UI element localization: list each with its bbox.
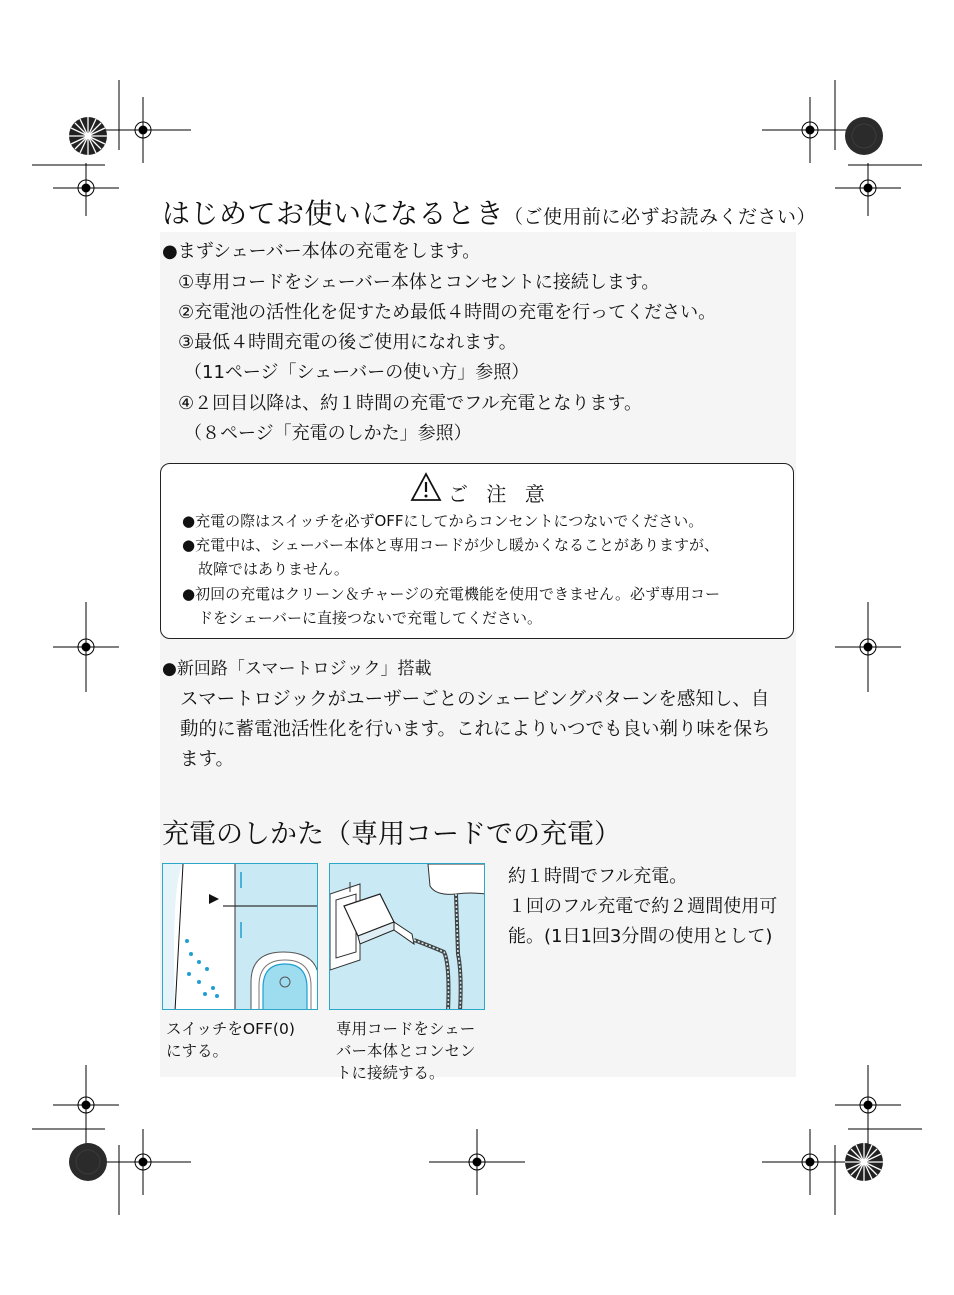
section-charging-title: 充電のしかた（専用コードでの充電） [162, 819, 621, 850]
figure2-caption-2: バー本体とコンセン [336, 1042, 476, 1060]
warning-triangle-icon [410, 472, 442, 502]
caution-line-1: ●充電の際はスイッチを必ずOFFにしてからコンセントにつないでください。 [182, 512, 704, 530]
cord-connection-illustration [330, 864, 485, 1010]
step-3-ref: （11ページ「シェーバーの使い方」参照） [184, 362, 530, 383]
caution-line-2b: 故障ではありません。 [198, 560, 349, 578]
figure2-caption-3: トに接続する。 [336, 1064, 445, 1082]
step-3: ③最低４時間充電の後ご使用になれます。 [178, 332, 517, 353]
smart-logic-lead: ●新回路「スマートロジック」搭載 [162, 659, 432, 679]
step-4-ref: （８ページ「充電のしかた」参照） [184, 423, 472, 444]
smart-logic-body-3: ます。 [180, 749, 235, 770]
charging-note-2: １回のフル充電で約２週間使用可 [508, 896, 778, 917]
charging-note-3: 能。(1日1回3分間の使用として) [508, 926, 773, 947]
smart-logic-body-1: スマートロジックがユーザーごとのシェービングパターンを感知し、自 [180, 689, 770, 710]
smart-logic-body-2: 動的に蓄電池活性化を行います。これによりいつでも良い剃り味を保ち [180, 719, 771, 740]
caution-line-3a: ●初回の充電はクリーン＆チャージの充電機能を使用できません。必ず専用コー [182, 585, 720, 603]
page-title [162, 192, 816, 232]
shaver-switch-illustration [163, 864, 318, 1010]
step-4: ④２回目以降は、約１時間の充電でフル充電となります。 [178, 393, 642, 414]
figure-connect-cord [329, 863, 485, 1010]
page-title-sub: （ご使用前に必ずお読みください） [504, 206, 817, 228]
figure1-caption-1: スイッチをOFF(0) [166, 1020, 295, 1038]
caution-line-2a: ●充電中は、シェーバー本体と専用コードが少し暖かくなることがありますが、 [182, 536, 720, 554]
page-title-main: はじめてお使いになるとき [162, 197, 505, 230]
step-1: ①専用コードをシェーバー本体とコンセントに接続します。 [178, 272, 660, 293]
figure1-caption-2: にする。 [166, 1042, 229, 1060]
charging-note-1: 約１時間でフル充電。 [508, 866, 688, 887]
figure-switch-off [162, 863, 318, 1010]
caution-title: ご 注 意 [448, 482, 551, 506]
charge-intro-lead: ●まずシェーバー本体の充電をします。 [162, 241, 481, 262]
caution-line-3b: ドをシェーバーに直接つないで充電してください。 [198, 609, 542, 627]
figure2-caption-1: 専用コードをシェー [336, 1020, 476, 1038]
step-2: ②充電池の活性化を促すため最低４時間の充電を行ってください。 [178, 302, 717, 323]
